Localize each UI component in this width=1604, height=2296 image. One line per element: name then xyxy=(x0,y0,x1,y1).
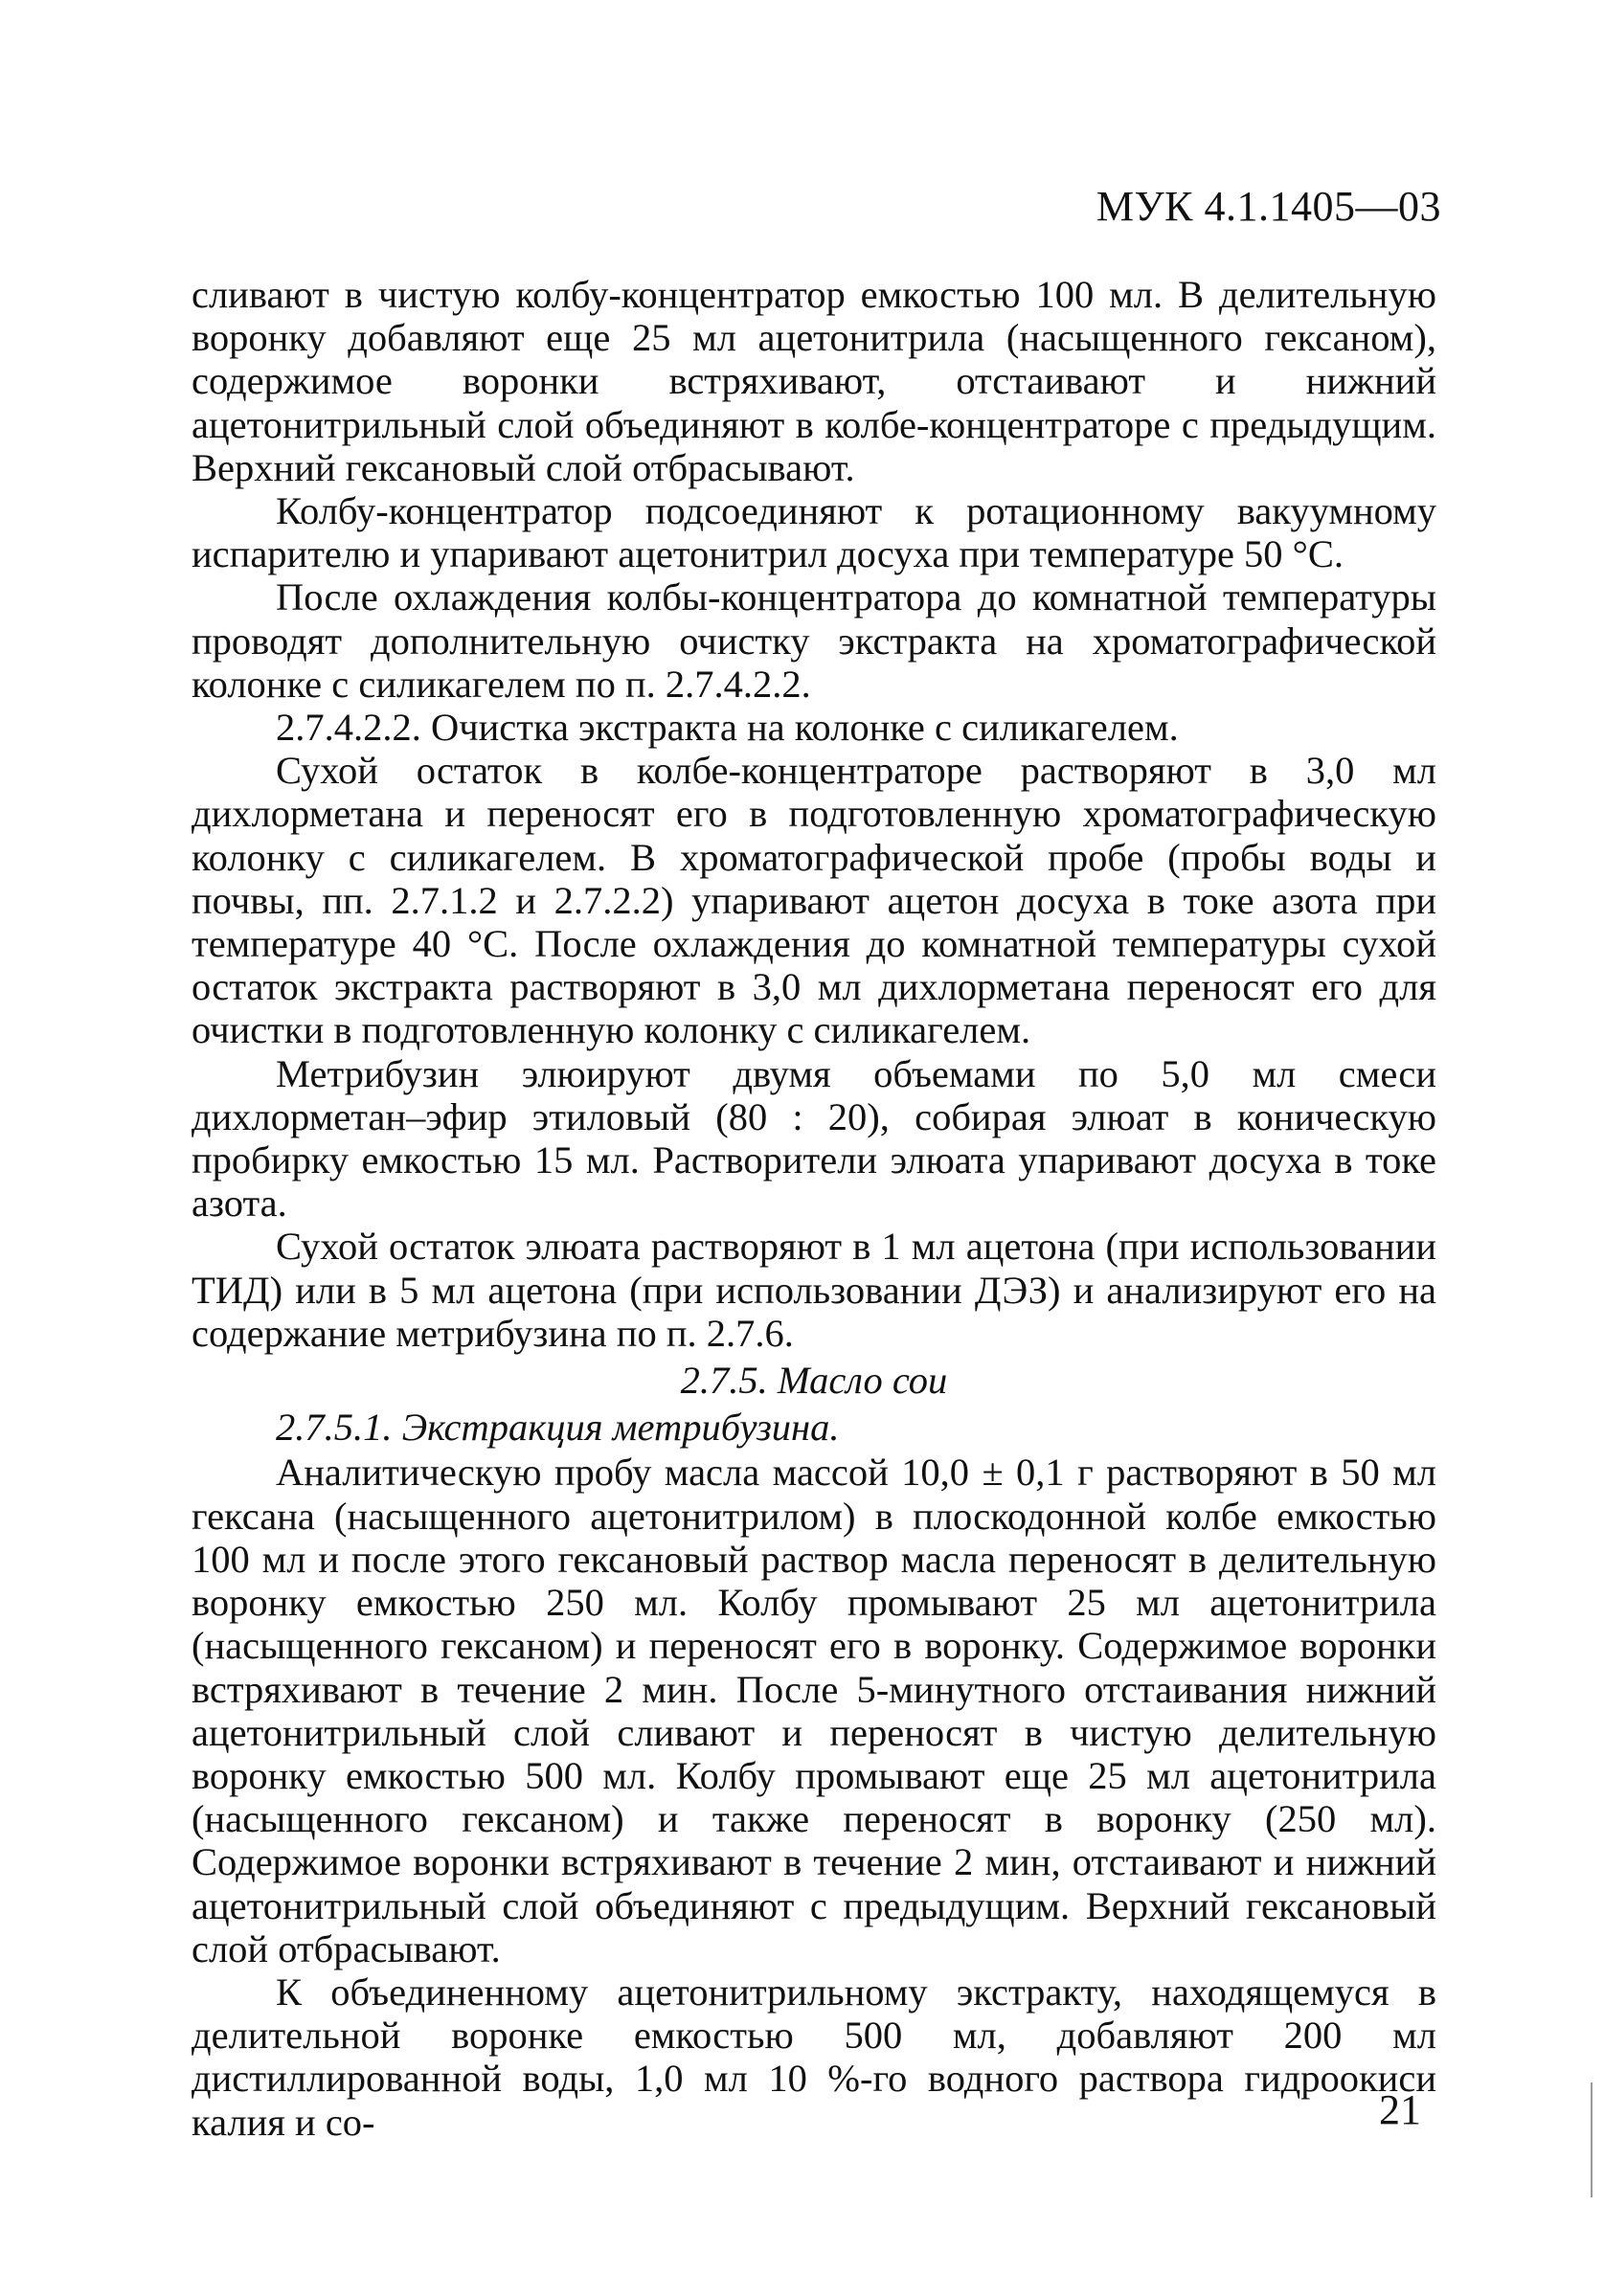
paragraph-analysis: Сухой остаток элюата растворяют в 1 мл ацетона (при использовании ТИД) или в 5 мл ацетона (при использовании ДЭЗ) и анализируют его на содержание метрибузина по п. 2.7.6. xyxy=(192,1225,1436,1355)
paragraph-clause-heading: 2.7.4.2.2. Очистка экстракта на колонке с силикагелем. xyxy=(276,706,1179,750)
page-number: 21 xyxy=(1379,2086,1421,2133)
body-text xyxy=(192,273,1436,2144)
paragraph-continuation: сливают в чистую колбу-концентратор емкостью 100 мл. В делительную воронку добавляют еще 25 мл ацетонитрила (насыщенного гексаном), содержимое воронки встряхивают, отстаивают и нижний ацетонитрильный слой объединяют в колбе-концентраторе с предыдущим. Верхний гексановый слой отбрасывают. xyxy=(192,273,1436,489)
paragraph-cooling: После охлаждения колбы-концентратора до комнатной температуры проводят дополнительную очистку экстракта на хроматографической колонке с силикагелем по п. 2.7.4.2.2. xyxy=(192,575,1436,706)
paragraph-evaporation: Колбу-концентратор подсоединяют к ротационному вакуумному испарителю и упаривают ацетонитрил досуха при температуре 50 °С. xyxy=(192,489,1436,576)
paragraph-combined-extract: К объединенному ацетонитрильному экстракту, находящемуся в делительной воронке емкостью 500 мл, добавляют 200 мл дистиллированной воды, 1,0 мл 10 %-го водного раствора гидроокиси калия и со- xyxy=(192,1970,1436,2144)
section-heading: 2.7.5. Масло сои xyxy=(680,1359,948,1403)
paragraph-elution: Метрибузин элюируют двумя объемами по 5,0 мл смеси дихлорметан–эфир этиловый (80 : 20), собирая элюат в коническую пробирку емкостью 15 мл. Растворители элюата упаривают досуха в токе азота. xyxy=(192,1051,1436,1226)
subsection-heading: 2.7.5.1. Экстракция метрибузина. xyxy=(276,1406,840,1450)
scan-edge-line xyxy=(1591,2082,1593,2197)
document-code-header: МУК 4.1.1405—03 xyxy=(1096,183,1441,230)
paragraph-oil-extraction: Аналитическую пробу масла массой 10,0 ± 0,1 г растворяют в 50 мл гексана (насыщенного ацетонитрилом) в плоскодонной колбе емкостью 100 мл и после этого гексановый раствор масла переносят в делительную воронку емкостью 250 мл. Колбу промывают 25 мл ацетонитрила (насыщенного гексаном) и переносят его в воронку. Содержимое воронки встряхивают в течение 2 мин. После 5-минутного отстаивания нижний ацетонитрильный слой сливают и переносят в чистую делительную воронку емкостью 500 мл. Колбу промывают еще 25 мл ацетонитрила (насыщенного гексаном) и также переносят в воронку (250 мл). Содержимое воронки встряхивают в течение 2 мин, отстаивают и нижний ацетонитрильный слой объединяют с предыдущим. Верхний гексановый слой отбрасывают. xyxy=(192,1451,1436,1970)
paragraph-dry-residue: Сухой остаток в колбе-концентраторе растворяют в 3,0 мл дихлорметана и переносят его в подготовленную хроматографическую колонку с силикагелем. В хроматографической пробе (пробы воды и почвы, пп. 2.7.1.2 и 2.7.2.2) упаривают ацетон досуха в токе азота при температуре 40 °С. После охлаждения до комнатной температуры сухой остаток экстракта растворяют в 3,0 мл дихлорметана переносят его для очистки в подготовленную колонку с силикагелем. xyxy=(192,749,1436,1052)
